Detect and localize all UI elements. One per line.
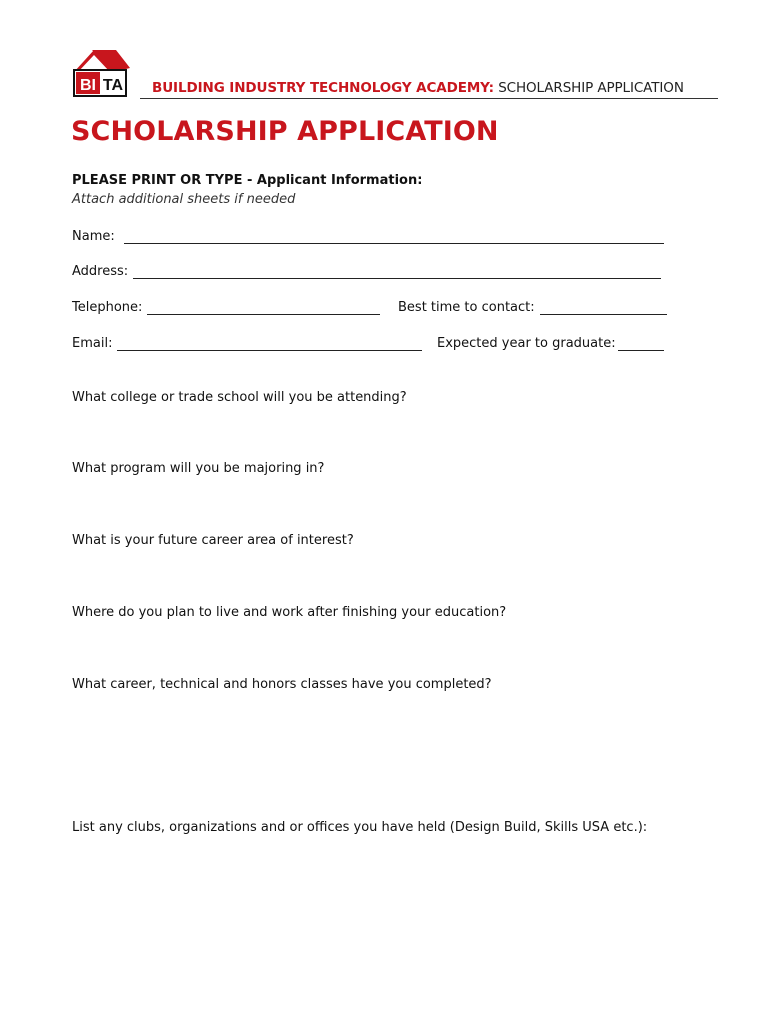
instructions-sub: Attach additional sheets if needed [72,192,296,207]
question-clubs: List any clubs, organizations and or offices you have held (Design Build, Skills USA etc.): [72,820,648,835]
grad-year-field-row [437,336,664,351]
header-divider [140,98,718,99]
question-program: What program will you be majoring in? [72,461,325,476]
question-live-work: Where do you plan to live and work after finishing your education? [72,605,507,620]
best-time-field-row [398,300,667,315]
header-subtitle: SCHOLARSHIP APPLICATION [498,80,684,96]
address-input-line[interactable] [133,264,661,279]
best-time-input-line[interactable] [540,300,667,315]
logo-text-left: BI [80,77,96,94]
header-line [152,80,684,96]
email-field-row [72,336,422,351]
telephone-label: Telephone: [72,300,143,315]
address-field-row [72,264,661,279]
telephone-field-row [72,300,380,315]
name-field-row [72,229,664,244]
grad-year-label: Expected year to graduate: [437,336,616,351]
best-time-label: Best time to contact: [398,300,535,315]
name-label: Name: [72,229,115,244]
grad-year-input-line[interactable] [618,336,664,351]
page-title: SCHOLARSHIP APPLICATION [71,116,499,147]
name-input-line[interactable] [124,229,664,244]
question-college: What college or trade school will you be attending? [72,390,407,405]
telephone-input-line[interactable] [147,300,380,315]
email-input-line[interactable] [117,336,422,351]
header-org: BUILDING INDUSTRY TECHNOLOGY ACADEMY: [152,80,494,96]
email-label: Email: [72,336,113,351]
logo-text-right: TA [102,77,124,94]
address-label: Address: [72,264,129,279]
instructions-main: PLEASE PRINT OR TYPE - Applicant Information: [72,173,423,188]
question-career-interest: What is your future career area of interest? [72,533,354,548]
bita-logo [70,44,132,98]
question-classes: What career, technical and honors classes have you completed? [72,677,492,692]
